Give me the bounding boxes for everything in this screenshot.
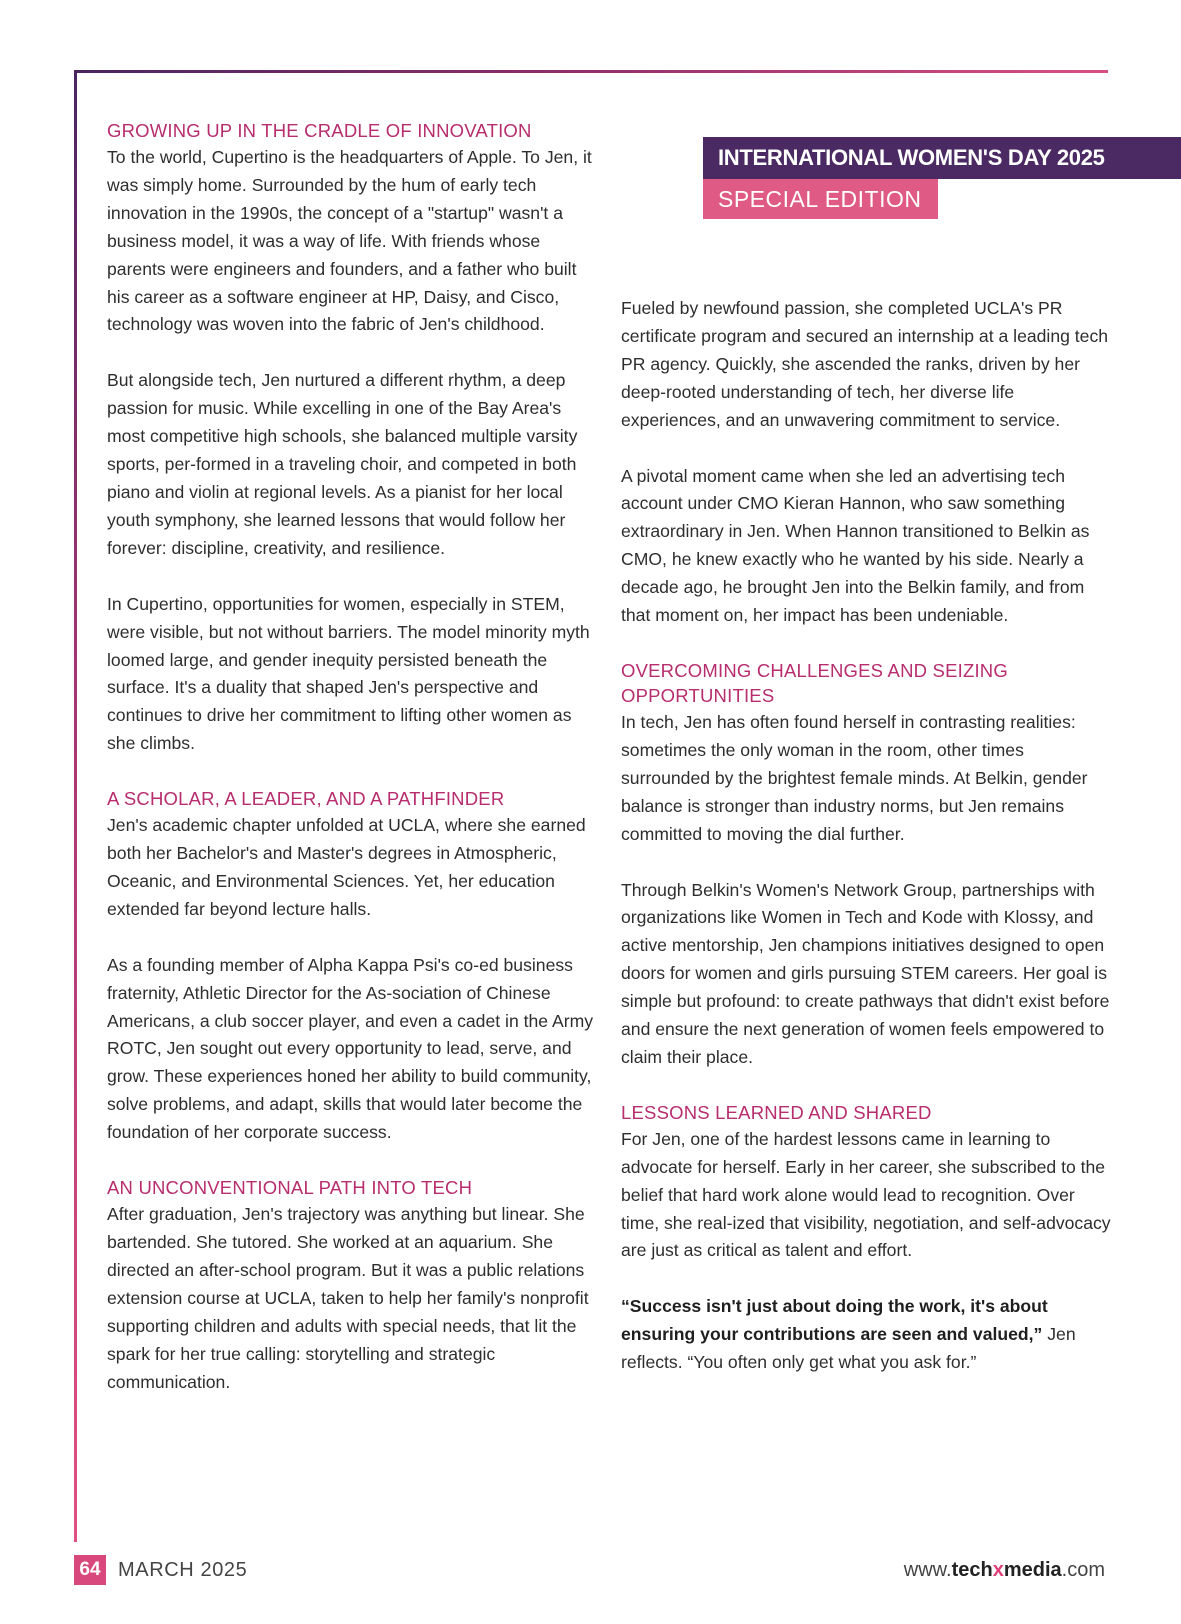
quote-text: “Success isn't just about doing the work, it's about ensuring your contributions are seen and valued,” <box>621 1296 1048 1345</box>
right-column <box>621 295 1111 1405</box>
url-x: x <box>992 1559 1004 1581</box>
section-heading: OVERCOMING CHALLENGES AND SEIZING OPPORTUNITIES <box>621 659 1008 706</box>
edition-banner-subtitle: SPECIAL EDITION <box>703 179 938 219</box>
paragraph: In tech, Jen has often found herself in contrasting realities: sometimes the only woman in the room, other times surrounded by the brightest female minds. At Belkin, gender balance is stronger than industry norms, but Jen remains committed to moving the dial further. <box>621 711 1088 844</box>
paragraph: A pivotal moment came when she led an advertising tech account under CMO Kieran Hannon, who saw something extraordinary in Jen. When Hannon transitioned to Belkin as CMO, he knew exactly who he wanted by his side. Nearly a decade ago, he brought Jen into the Belkin family, and from that moment on, her impact has been undeniable. <box>621 465 1090 626</box>
paragraph: In Cupertino, opportunities for women, especially in STEM, were visible, but not without barriers. The model minority myth loomed large, and gender inequity persisted beneath the surface. It's a duality that shaped Jen's perspective and continues to drive her commitment to lifting other women as she climbs. <box>107 593 590 754</box>
quote-attribution: Jen reflects. “You often only get what you ask for.” <box>621 1324 1076 1373</box>
section-heading: A SCHOLAR, A LEADER, AND A PATHFINDER <box>107 788 505 810</box>
page-number: 64 <box>74 1555 106 1585</box>
section-heading: LESSONS LEARNED AND SHARED <box>621 1101 932 1123</box>
website-link[interactable] <box>904 1555 1105 1585</box>
pull-quote <box>621 1293 1111 1377</box>
url-suffix: .com <box>1061 1559 1105 1581</box>
paragraph: Through Belkin's Women's Network Group, partnerships with organizations like Women in Tech and Kode with Klossy, and active mentorship, Jen champions initiatives designed to open doors for women and girls pursuing STEM careers. Her goal is simple but profound: to create pathways that didn't exist before and ensure the next generation of women feels empowered to claim their place. <box>621 879 1110 1067</box>
top-rule <box>74 70 1108 73</box>
paragraph: But alongside tech, Jen nurtured a different rhythm, a deep passion for music. While excelling in one of the Bay Area's most competitive high schools, she balanced multiple varsity sports, per-formed in a traveling choir, and competed in both piano and violin at regional levels. As a pianist for her local youth symphony, she learned lessons that would follow her forever: discipline, creativity, and resilience. <box>107 370 578 558</box>
url-prefix: www. <box>903 1559 952 1581</box>
url-tech: tech <box>951 1559 993 1581</box>
paragraph: Jen's academic chapter unfolded at UCLA, where she earned both her Bachelor's and Master's degrees in Atmospheric, Oceanic, and Environmental Sciences. Yet, her education extended far beyond lecture halls. <box>107 815 586 919</box>
side-rule <box>74 70 77 1542</box>
section-heading: AN UNCONVENTIONAL PATH INTO TECH <box>107 1177 473 1199</box>
paragraph: After graduation, Jen's trajectory was anything but linear. She bartended. She tutored. She worked at an aquarium. She directed an after-school program. But it was a public relations extension course at UCLA, taken to help her family's nonprofit supporting children and adults with special needs, that lit the spark for her true calling: storytelling and strategic communication. <box>107 1204 589 1392</box>
paragraph: To the world, Cupertino is the headquarters of Apple. To Jen, it was simply home. Surrounded by the hum of early tech innovation in the 1990s, the concept of a "startup" wasn't a business model, it was a way of life. With friends whose parents were engineers and founders, and a father who built his career as a software engineer at HP, Daisy, and Cisco, technology was woven into the fabric of Jen's childhood. <box>107 147 592 335</box>
paragraph: For Jen, one of the hardest lessons came in learning to advocate for herself. Early in her career, she subscribed to the belief that hard work alone would lead to recognition. Over time, she real-ized that visibility, negotiation, and self-advocacy are just as critical as talent and effort. <box>621 1128 1111 1261</box>
section-heading: GROWING UP IN THE CRADLE OF INNOVATION <box>107 120 532 141</box>
url-media: media <box>1003 1559 1062 1581</box>
left-column <box>107 118 597 1424</box>
issue-date: MARCH 2025 <box>118 1559 248 1581</box>
paragraph: Fueled by newfound passion, she completed UCLA's PR certificate program and secured an internship at a leading tech PR agency. Quickly, she ascended the ranks, driven by her deep-rooted understanding of tech, her diverse life experiences, and an unwavering commitment to service. <box>621 298 1109 430</box>
paragraph: As a founding member of Alpha Kappa Psi's co-ed business fraternity, Athletic Director for the As-sociation of Chinese Americans, a club soccer player, and even a cadet in the Army ROTC, Jen sought out every opportunity to lead, serve, and grow. These experiences honed her ability to build community, solve problems, and adapt, skills that would later become the foundation of her corporate success. <box>107 954 594 1143</box>
edition-banner-title: INTERNATIONAL WOMEN'S DAY 2025 <box>703 137 1181 179</box>
